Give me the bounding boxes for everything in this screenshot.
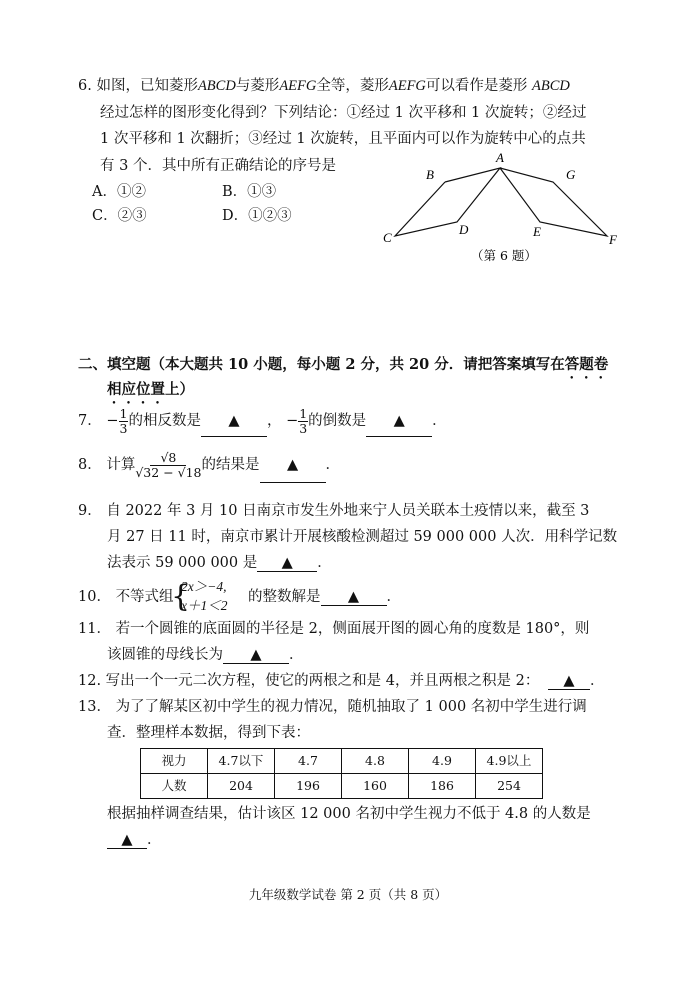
q10-inequality-2: x＋1＜2 — [181, 598, 228, 613]
table-cell: 196 — [275, 774, 342, 799]
q6-rhombus-figure — [375, 148, 625, 266]
q7: 7． − $\frac{1}{3}$ 的相反数是 ▲ ， − $\frac{1}{3}$ 的倒数是 ▲ ． — [78, 405, 447, 436]
table-header-row — [141, 749, 543, 774]
section2-heading-line2: 相应位置上） — [107, 381, 194, 398]
q6-option-d: D．①②③ — [222, 208, 292, 224]
q6-option-a: A．①② — [92, 184, 146, 200]
figure-caption: （第 6 题） — [471, 248, 537, 263]
q6-line1: 6. 如图，已知菱形ABCD与菱形AEFG全等，菱形AEFG可以看作是菱形 ABCD — [78, 78, 570, 94]
label-d: D — [459, 222, 469, 237]
q12: 12. 写出一个一元二次方程，使它的两根之和是 4，并且两根之积是 2： ▲ ． — [78, 673, 605, 689]
q6-option-b: B．①③ — [222, 184, 277, 200]
q8-answer-blank[interactable]: ▲ — [260, 448, 326, 483]
q11-answer-blank[interactable]: ▲ — [223, 648, 289, 664]
label-a: A — [496, 150, 504, 165]
q13-line1: 13． 为了了解某区初中学生的视力情况，随机抽取了 1 000 名初中学生进行调 — [78, 699, 587, 715]
q13-line2: 查．整理样本数据，得到下表： — [107, 725, 310, 741]
table-cell: 4.9 — [409, 749, 476, 774]
table-cell: 204 — [208, 774, 275, 799]
q9-line2: 月 27 日 11 时，南京市累计开展核酸检测超过 59 000 000 人次．用科学记数 — [107, 529, 618, 545]
q7-answer-blank-2[interactable]: ▲ — [366, 406, 432, 437]
q10-tail: 的整数解是 ▲ ． — [248, 589, 401, 605]
q6-line4: 有 3 个．其中所有正确结论的序号是 — [100, 158, 336, 174]
section2-heading-line1: 二、填空题（本大题共 10 小题，每小题 2 分，共 20 分．请把答案填写在答题卷 — [78, 356, 609, 373]
table-cell: 186 — [409, 774, 476, 799]
q8: 8． 计算 $\frac{√8}{√32 - √18}$ 的结果是 ▲ ． — [78, 448, 340, 483]
table-row — [141, 774, 543, 799]
table-cell: 4.9以上 — [476, 749, 543, 774]
table-cell: 254 — [476, 774, 543, 799]
q10-answer-blank[interactable]: ▲ — [321, 590, 387, 606]
q11-line1: 11． 若一个圆锥的底面圆的半径是 2，侧面展开图的圆心角的度数是 180°，则 — [78, 621, 590, 637]
label-g: G — [566, 167, 576, 182]
q9-answer-blank[interactable]: ▲ — [257, 556, 317, 572]
table-cell: 4.8 — [342, 749, 409, 774]
q8-fraction: $\frac{√8}{√32 - √18}$ — [135, 449, 202, 480]
label-f: F — [609, 232, 617, 247]
q10-brace: { — [171, 579, 191, 614]
q11-line2: 该圆锥的母线长为 ▲ ． — [107, 647, 304, 663]
page-footer: 九年级数学试卷 第 2 页（共 8 页） — [248, 887, 448, 902]
q13-line4: ▲ ． — [107, 833, 162, 849]
q7-fraction-1: $\frac{1}{3}$ — [119, 405, 128, 436]
q10-inequality-1: 2x＞−4, — [181, 579, 227, 594]
q9-line3: 法表示 59 000 000 是 ▲ ． — [107, 555, 332, 571]
table-cell: 160 — [342, 774, 409, 799]
q13-answer-blank[interactable]: ▲ — [107, 833, 147, 849]
label-e: E — [533, 224, 541, 239]
q7-answer-blank-1[interactable]: ▲ — [201, 406, 267, 437]
rhombus-abcd — [395, 168, 500, 236]
q12-answer-blank[interactable]: ▲ — [548, 674, 590, 690]
table-cell: 4.7以下 — [208, 749, 275, 774]
q13-line3: 根据抽样调查结果，估计该区 12 000 名初中学生视力不低于 4.8 的人数是 — [107, 806, 591, 822]
q7-fraction-2: $\frac{1}{3}$ — [299, 405, 308, 436]
label-b: B — [426, 167, 434, 182]
q6-option-c: C．②③ — [92, 208, 147, 224]
vision-table — [140, 748, 543, 799]
rhombus-aefg — [500, 168, 607, 236]
q9-line1: 9． 自 2022 年 3 月 10 日南京市发生外地来宁人员关联本土疫情以来，截至 3 — [78, 503, 590, 519]
label-c: C — [383, 230, 392, 245]
q6-line2: 经过怎样的图形变化得到？下列结论：①经过 1 次平移和 1 次旋转；②经过 — [100, 105, 587, 121]
q6-line3: 1 次平移和 1 次翻折；③经过 1 次旋转，且平面内可以作为旋转中心的点共 — [100, 131, 586, 147]
table-cell: 4.7 — [275, 749, 342, 774]
table-cell: 视力 — [141, 749, 208, 774]
table-cell: 人数 — [141, 774, 208, 799]
q10-label: 10． 不等式组 — [78, 589, 174, 605]
